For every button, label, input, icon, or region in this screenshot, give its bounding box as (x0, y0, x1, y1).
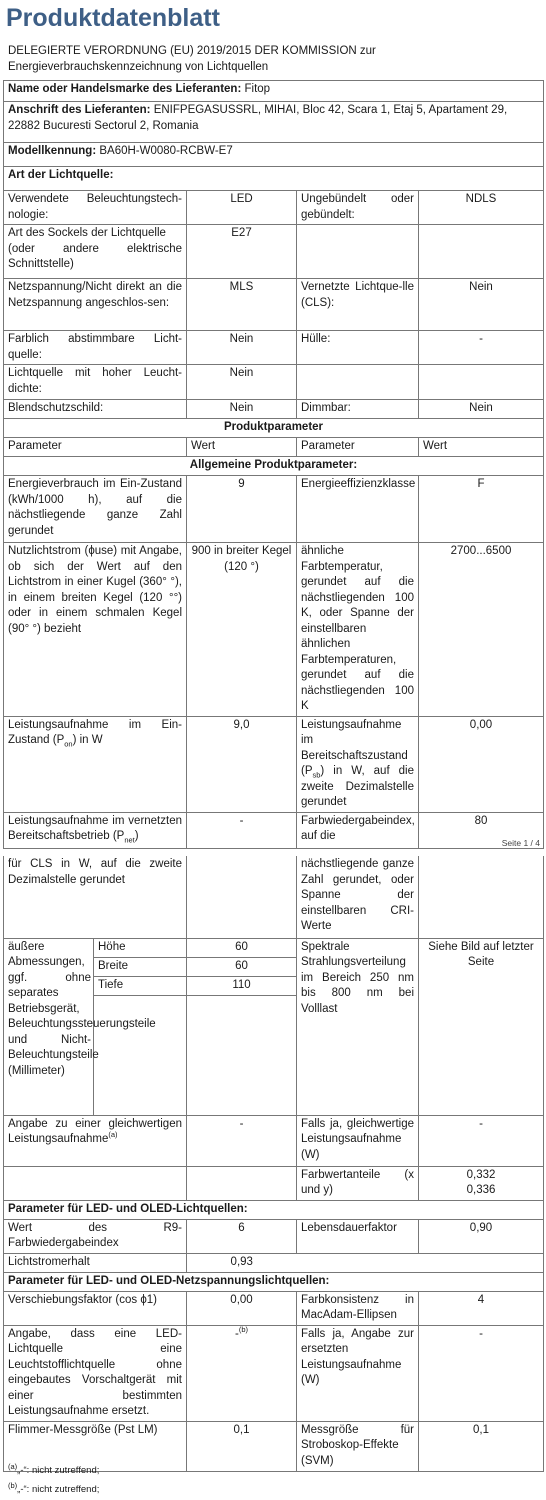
cap-label: Art des Sockels der Lichtquelle (8, 227, 166, 239)
power-on-label (4, 716, 187, 812)
replaced-power-value: - (419, 1325, 544, 1421)
footnote-b-text: „-“: nicht zutreffend; (17, 1484, 100, 1495)
col-param-1: Parameter (4, 438, 187, 457)
cri-continued-row (4, 856, 544, 938)
replacement-value (187, 1325, 297, 1421)
efficiency-class-label: Energieeffizienzklasse (297, 476, 419, 543)
datasheet-table-page2 (3, 856, 544, 1472)
efficiency-class-value: F (419, 476, 544, 543)
dims-height-value: 60 (187, 938, 297, 957)
product-params-header: Produktparameter (4, 419, 544, 438)
anti-glare-label: Blendschutzschild: (4, 400, 187, 419)
product-params-header-row (4, 419, 544, 438)
footnote-a (8, 1461, 100, 1477)
supplier-address-row (4, 102, 544, 143)
power-on-value: 9,0 (187, 716, 297, 812)
standby-label-b: ) in W, auf die zweite Dezimalstelle gerundet (301, 765, 414, 808)
cls-continued-label: für CLS in W, auf die zweite Dezimalstelle gerundet (4, 856, 187, 938)
energy-label: Energieverbrauch im Ein-Zustand (kWh/1000 h), auf die nächstliegende ganze Zahl gerundet (4, 476, 187, 543)
dimmable-label: Dimmbar: (297, 400, 419, 419)
power-net-row (4, 812, 544, 848)
cct-value: 2700...6500 (419, 543, 544, 717)
lightsource-header: Art der Lichtquelle: (4, 167, 544, 191)
energy-value: 9 (187, 476, 297, 543)
regulation-subtitle: DELEGIERTE VERORDNUNG (EU) 2019/2015 DER KOMMISSION zur Energieverbrauchskennzeichnung von Lichtquellen (8, 45, 376, 73)
mains-row (4, 279, 544, 331)
equiv-footnote-mark: (a) (108, 1130, 118, 1140)
flicker-label: Flimmer-Messgröße (Pst LM) (4, 1421, 187, 1471)
directional-label: Ungebündelt oder gebündelt: (297, 191, 419, 225)
power-on-sub: on (64, 739, 73, 749)
spectral-value: Siehe Bild auf letzter Seite (419, 938, 544, 1115)
tunable-row (4, 331, 544, 365)
tunable-value: Nein (187, 331, 297, 365)
technology-label: Verwendete Beleuchtungstech-nologie: (4, 191, 187, 225)
dims-width-label: Breite (94, 957, 187, 976)
replaced-power-label: Falls ja, Angabe zur ersetzten Leistungsaufnahme (W) (297, 1325, 419, 1421)
mains-header-row (4, 1272, 544, 1291)
power-net-sub: net (124, 835, 135, 845)
replacement-label: Angabe, dass eine LED-Lichtquelle eine Leuchtstofflichtquelle ohne eingebautes Vorschaltgerät mit einer bestimmten Leistungsaufnahme ersetzt. (4, 1325, 187, 1421)
replacement-row (4, 1325, 544, 1421)
chroma-y: 0,336 (466, 1184, 496, 1196)
footnote-a-text: „-“: nicht zutreffend; (17, 1465, 100, 1476)
cls-value: Nein (419, 279, 544, 331)
anti-glare-value: Nein (187, 400, 297, 419)
consistency-value: 4 (419, 1291, 544, 1325)
supplier-address-label: Anschrift des Lieferanten: (8, 104, 151, 116)
equiv-power-value: - (419, 1115, 544, 1166)
power-on-label-b: ) in W (72, 734, 103, 746)
directional-value: NDLS (419, 191, 544, 225)
maintenance-label: Lichtstromerhalt (4, 1253, 187, 1272)
energy-row (4, 476, 544, 543)
technology-value: LED (187, 191, 297, 225)
standby-label (297, 716, 419, 812)
page-number: Seite 1 / 4 (501, 838, 540, 848)
col-value-2: Wert (419, 438, 544, 457)
mains-value: MLS (187, 279, 297, 331)
replacement-value-text: - (234, 1327, 239, 1340)
survival-label: Lebensdauerfaktor (297, 1219, 419, 1253)
col-param-2: Parameter (297, 438, 419, 457)
cct-label: ähnliche Farbtemperatur, gerundet auf die nächstliegenden 100 K, oder Spanne der einstellbaren ähnlichen Farbtemperaturen, gerundet auf die nächstliegenden 100 K (297, 543, 419, 717)
stroboscopic-label: Messgröße für Stroboskop-Effekte (SVM) (297, 1421, 419, 1471)
page-title: Produktdatenblatt (6, 4, 220, 32)
cri-label: Farbwiedergabeindex, auf die (297, 812, 419, 848)
envelope-label: Hülle: (297, 331, 419, 365)
high-luminance-value: Nein (187, 365, 297, 400)
equiv-power-label: Falls ja, gleichwertige Leistungsaufnahme (W) (297, 1115, 419, 1166)
power-on-row (4, 716, 544, 812)
datasheet-table-page1 (3, 80, 544, 849)
chroma-label: Farbwertanteile (x und y) (297, 1166, 419, 1200)
tunable-label: Farblich abstimmbare Licht-quelle: (4, 331, 187, 365)
equiv-label (4, 1115, 187, 1166)
flicker-value: 0,1 (187, 1421, 297, 1471)
standby-sub: sb (312, 770, 321, 780)
power-on-label-a: Leistungsaufnahme im Ein-Zustand (P (8, 718, 182, 746)
cri-value: 80 (419, 812, 544, 848)
dims-depth-label: Tiefe (94, 976, 187, 995)
flux-row (4, 543, 544, 717)
lightsource-header-row (4, 167, 544, 191)
dims-depth-value: 110 (187, 976, 297, 995)
supplier-name-label: Name oder Handelsmarke des Lieferanten: (8, 83, 242, 95)
dims-width-value: 60 (187, 957, 297, 976)
mains-params-header: Parameter für LED- und OLED-Netzspannungslichtquellen: (4, 1272, 544, 1291)
flux-label: Nutzlichtstrom (ϕuse) mit Angabe, ob sich der Wert auf den Lichtstrom in einer Kugel (360° °), in einem breiten Kegel (120 °°) oder in einem schmalen Kegel (90° °) bezieht (4, 543, 187, 717)
cap-row (4, 225, 544, 279)
led-header-row (4, 1200, 544, 1219)
stroboscopic-value: 0,1 (419, 1421, 544, 1471)
supplier-name-value: Fitop (244, 83, 271, 95)
model-row (4, 143, 544, 167)
chroma-row (4, 1166, 544, 1200)
general-params-header: Allgemeine Produktparameter: (4, 457, 544, 476)
flicker-row (4, 1421, 544, 1471)
maintenance-row (4, 1253, 544, 1272)
cls-label: Vernetzte Lichtque-lle (CLS): (297, 279, 419, 331)
mains-label: Netzspannung/Nicht direkt an die Netzspannung angeschlos-sen: (4, 279, 187, 331)
model-label: Modellkennung: (8, 145, 97, 157)
dims-height-row (4, 938, 544, 957)
power-net-label-b: ) (134, 830, 139, 842)
power-net-label (4, 812, 187, 848)
general-header-row (4, 457, 544, 476)
cap-value: E27 (187, 225, 297, 279)
footnote-b-mark: (b) (8, 1480, 18, 1490)
spectral-label: Spektrale Strahlungsverteilung im Bereich 250 nm bis 800 nm bei Volllast (297, 938, 419, 1115)
anti-glare-row (4, 400, 544, 419)
consistency-label: Farbkonsistenz in MacAdam-Ellipsen (297, 1291, 419, 1325)
led-params-header: Parameter für LED- und OLED-Lichtquellen: (4, 1200, 544, 1219)
footnote-a-mark: (a) (8, 1461, 18, 1471)
cap-label-note: (oder andere elektrische Schnittstelle) (8, 242, 182, 270)
high-luminance-label: Lichtquelle mit hoher Leucht-dichte: (4, 365, 187, 400)
standby-value: 0,00 (419, 716, 544, 812)
r9-label: Wert des R9-Farbwiedergabeindex (4, 1219, 187, 1253)
displacement-value: 0,00 (187, 1291, 297, 1325)
dims-label: äußere Abmessungen, ggf. ohne separates Betriebsgerät, Beleuchtungssteuerungsteile und Nicht-Beleuchtungsteile (Millimeter) (4, 938, 94, 1115)
displacement-row (4, 1291, 544, 1325)
replacement-footnote-mark: (b) (238, 1324, 248, 1334)
supplier-name-row (4, 81, 544, 102)
dims-height-label: Höhe (94, 938, 187, 957)
equiv-label-text: Angabe zu einer gleichwertigen Leistungsaufnahme (8, 1117, 182, 1145)
model-value: BA60H-W0080-RCBW-E7 (99, 145, 233, 157)
power-net-value: - (187, 812, 297, 848)
power-net-label-a: Leistungsaufnahme im vernetzten Bereitschaftsbetrieb (P (8, 814, 182, 842)
high-luminance-row (4, 365, 544, 400)
standby-label-a: Leistungsaufnahme im Bereitschaftszustand (P (301, 718, 408, 777)
r9-row (4, 1219, 544, 1253)
equiv-value: - (187, 1115, 297, 1166)
chroma-x: 0,332 (466, 1168, 496, 1181)
col-value-1: Wert (187, 438, 297, 457)
cri-continued-label: nächstliegende ganze Zahl gerundet, oder Spanne der einstellbaren CRI-Werte (297, 856, 419, 938)
survival-value: 0,90 (419, 1219, 544, 1253)
maintenance-value: 0,93 (187, 1253, 297, 1272)
chroma-value (419, 1166, 544, 1200)
dimmable-value: Nein (419, 400, 544, 419)
r9-value: 6 (187, 1219, 297, 1253)
column-header-row (4, 438, 544, 457)
supplier-address-value: ENIFPEGASUSSRL, MIHAI, Bloc 42, Scara 1, Etaj 5, Apartament 29, 22882 Bucuresti Sectorul 2, Romania (8, 104, 508, 132)
displacement-label: Verschiebungsfaktor (cos ϕ1) (4, 1291, 187, 1325)
flux-value: 900 in breiter Kegel (120 °) (187, 543, 297, 717)
equiv-row (4, 1115, 544, 1166)
envelope-value: - (419, 331, 544, 365)
technology-row (4, 191, 544, 225)
footnote-b (8, 1480, 100, 1496)
